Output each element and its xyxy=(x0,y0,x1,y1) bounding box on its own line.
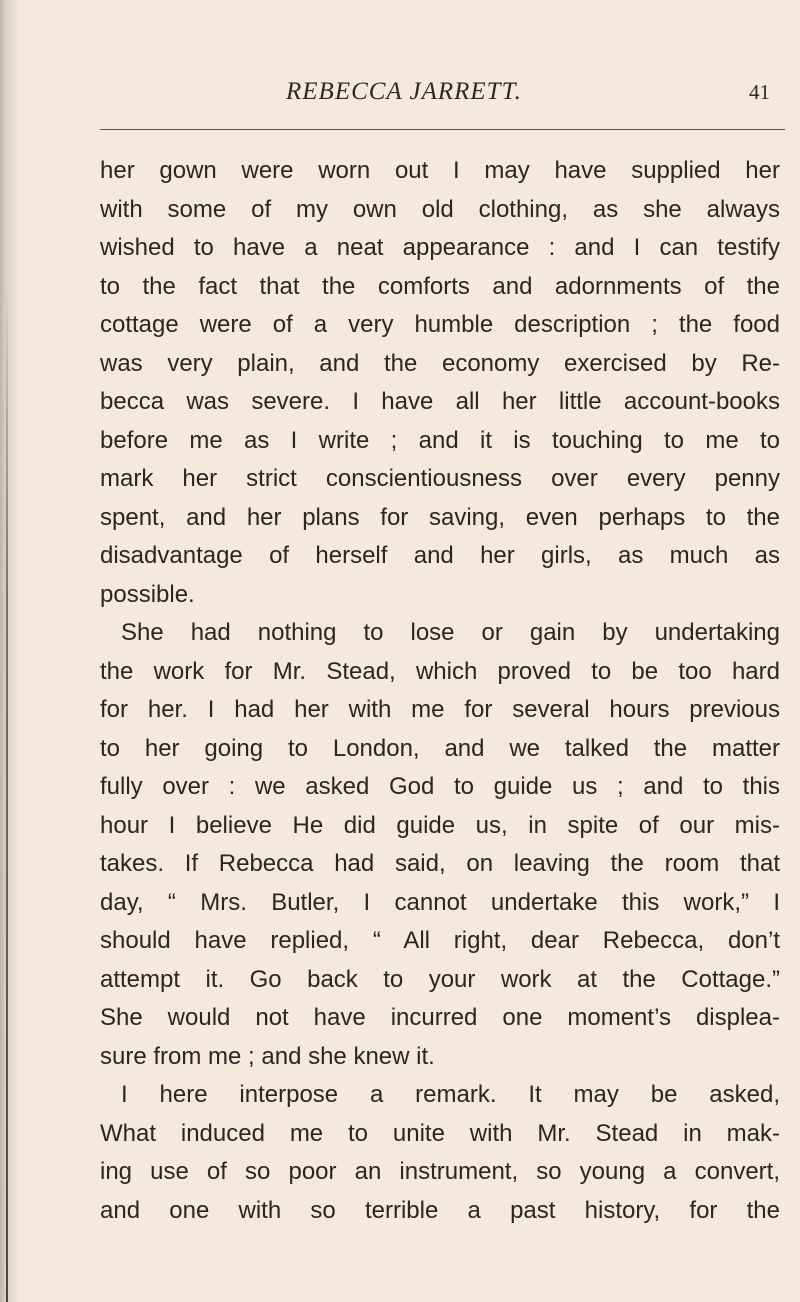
paragraph-end-line: sure from me ; and she knew it. xyxy=(100,1042,435,1070)
text-line: cottage were of a very humble description ; the food xyxy=(100,311,780,338)
body-text xyxy=(100,152,780,1230)
running-head: REBECCA JARRETT. xyxy=(286,78,522,105)
text-line: day, “ Mrs. Butler, I cannot undertake this work,” I xyxy=(100,888,780,916)
text-line: ing use of so poor an instrument, so young a convert, xyxy=(100,1158,780,1185)
text-line: What induced me to unite with Mr. Stead in mak- xyxy=(100,1119,780,1147)
text-line: for her. I had her with me for several hours previous xyxy=(100,696,780,723)
text-line: fully over : we asked God to guide us ; and to this xyxy=(100,773,780,800)
text-line: the work for Mr. Stead, which proved to be too hard xyxy=(100,657,780,685)
page-header xyxy=(100,78,785,112)
text-line: attempt it. Go back to your work at the Cottage.” xyxy=(100,965,780,993)
text-line: before me as I write ; and it is touching to me to xyxy=(100,426,780,454)
binding-edge xyxy=(6,290,8,1302)
text-line: was very plain, and the economy exercised by Re- xyxy=(100,349,780,377)
text-line: should have replied, “ All right, dear Rebecca, don’t xyxy=(100,927,780,954)
text-line: and one with so terrible a past history, for the xyxy=(100,1196,780,1224)
text-line: becca was severe. I have all her little account-books xyxy=(100,388,780,415)
text-line: to her going to London, and we talked the matter xyxy=(100,734,780,762)
text-line: mark her strict conscientiousness over every penny xyxy=(100,465,780,492)
text-line: disadvantage of herself and her girls, as much as xyxy=(100,542,780,569)
text-line: hour I believe He did guide us, in spite of our mis- xyxy=(100,811,780,839)
text-line: She would not have incurred one moment’s displea- xyxy=(100,1004,780,1031)
page-number: 41 xyxy=(749,80,770,104)
paragraph-start-line: I here interpose a remark. It may be asked, xyxy=(121,1081,780,1108)
page-gutter-shadow xyxy=(0,0,18,1302)
text-line: to the fact that the comforts and adornments of the xyxy=(100,272,780,300)
header-rule xyxy=(100,129,785,130)
text-line: takes. If Rebecca had said, on leaving the room that xyxy=(100,850,780,877)
paragraph-end-line: possible. xyxy=(100,580,195,608)
text-line: with some of my own old clothing, as she always xyxy=(100,195,780,223)
text-line: wished to have a neat appearance : and I can testify xyxy=(100,234,780,261)
text-line: spent, and her plans for saving, even perhaps to the xyxy=(100,503,780,531)
text-line: her gown were worn out I may have supplied her xyxy=(100,157,780,184)
paragraph-start-line: She had nothing to lose or gain by undertaking xyxy=(121,619,780,646)
